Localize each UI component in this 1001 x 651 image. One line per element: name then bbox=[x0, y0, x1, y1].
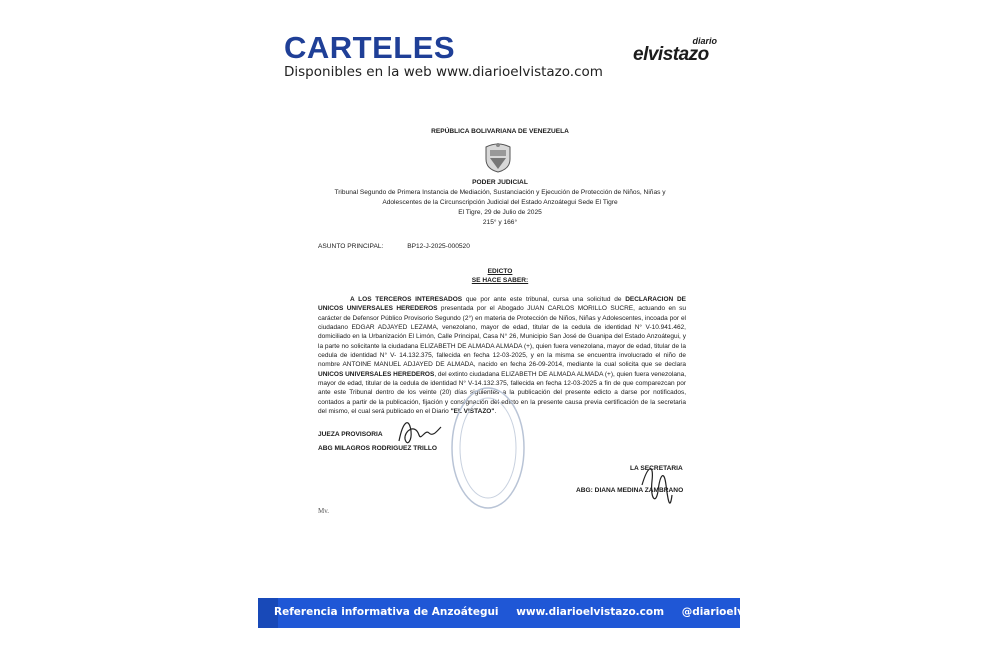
body-lead: A LOS TERCEROS INTERESADOS bbox=[350, 296, 463, 303]
footer-website[interactable]: www.diarioelvistazo.com bbox=[516, 606, 665, 618]
secretary-title: LA SECRETARIA bbox=[630, 465, 683, 472]
asunto-label: ASUNTO PRINCIPAL: bbox=[318, 243, 384, 250]
brand-logo bbox=[633, 36, 717, 66]
doc-years: 215° y 166° bbox=[482, 219, 518, 226]
logo-tag: diario bbox=[692, 36, 717, 46]
asunto-value: BP12-J-2025-000520 bbox=[407, 243, 470, 250]
doc-court-line1: Tribunal Segundo de Primera Instancia de Mediación, Sustanciación y Ejecución de Protección de Niños, Niñas y bbox=[334, 189, 666, 196]
body-bold-3: "EL VISTAZO" bbox=[450, 408, 495, 416]
page-title: CARTELES bbox=[284, 30, 456, 65]
body-bold-2: UNICOS UNIVERSALES HEREDEROS bbox=[318, 370, 435, 378]
footer-tagline: Referencia informativa de Anzoátegui bbox=[274, 606, 499, 618]
body-part-3: , del extinto ciudadana ELIZABETH DE ALMADA ALMADA (+), quien fuera venezolana, mayor de edad, titular de la cedula de identidad N° V-14.132.375, fallecida en fecha 12-03-2025 a fin de que comparezcan por ante este Tribunal dentro de los veinte (20) días siguientes a la publicación del presente edicto a darse por notificados, contados a partir de la publicación, fijación y consignación del edicto en la presente causa previa certificación de la secretaria del mismo, el cual será publicado en el Diario bbox=[318, 370, 687, 416]
doc-mark: Mv. bbox=[318, 507, 330, 515]
doc-se-hace-saber: SE HACE SABER: bbox=[471, 277, 529, 284]
doc-court-line2: Adolescentes de la Circunscripción Judicial del Estado Anzoátegui Sede El Tigre bbox=[382, 199, 618, 206]
edict-document bbox=[300, 115, 700, 585]
doc-country: REPÚBLICA BOLIVARIANA DE VENEZUELA bbox=[431, 128, 569, 135]
logo-text: elvistazo bbox=[633, 44, 709, 65]
judge-name: ABG MILAGROS RODRIGUEZ TRILLO bbox=[318, 445, 438, 452]
doc-edicto: EDICTO bbox=[487, 268, 513, 275]
body-bold-1: DECLARACION DE UNICOS UNIVERSALES HEREDEROS bbox=[318, 296, 686, 313]
doc-date: El Tigre, 29 de Julio de 2025 bbox=[458, 209, 542, 216]
footer-handle[interactable]: @diarioelvistazo bbox=[681, 606, 780, 618]
judge-signature-icon bbox=[395, 411, 445, 453]
page-subtitle: Disponibles en la web www.diarioelvistazo.com bbox=[284, 64, 603, 80]
body-part-1: que por ante este tribunal, cursa una solicitud de bbox=[462, 296, 626, 303]
footer-text bbox=[274, 606, 793, 618]
coat-of-arms-icon bbox=[483, 141, 513, 173]
court-stamp-icon bbox=[448, 383, 528, 513]
judge-title: JUEZA PROVISORIA bbox=[318, 431, 383, 438]
doc-asunto bbox=[318, 243, 470, 250]
secretary-name: ABG: DIANA MEDINA ZAMBRANO bbox=[576, 487, 684, 494]
secretary-signature-icon bbox=[638, 455, 678, 515]
body-part-2: presentada por el Abogado JUAN CARLOS MORILLO SUCRE, actuando en su carácter de Defensor Público Provisorio Segundo (2°) en materia de Protección de Niños, Niñas y Adolescentes, incoada por el ciudadano EDGAR ADJAYED LEZAMA, venezolano, mayor de edad, titular de la cedula de identidad N° V-10.941.462, domiciliado en la Urbanización El Limón, Calle Principal, Casa N° 26, Municipio San José de Guanipa del Estado Anzoátegui, y la parte no solicitante la ciudadana ELIZABETH DE ALMADA ALMADA (+), quien fuera venezolana, mayor de edad, titular de la cedula de identidad N° V- 14.132.375, fallecida en fecha 12-03-2025, y en la misma se encuentra involucrado el niño de nombre ANTOINE MANUEL ADJAYED DE ALMADA, nacido en fecha 26-09-2014, mediante la cual solicita que se declara bbox=[318, 305, 686, 369]
body-part-4: . bbox=[494, 408, 497, 416]
doc-branch: PODER JUDICIAL bbox=[472, 179, 528, 186]
